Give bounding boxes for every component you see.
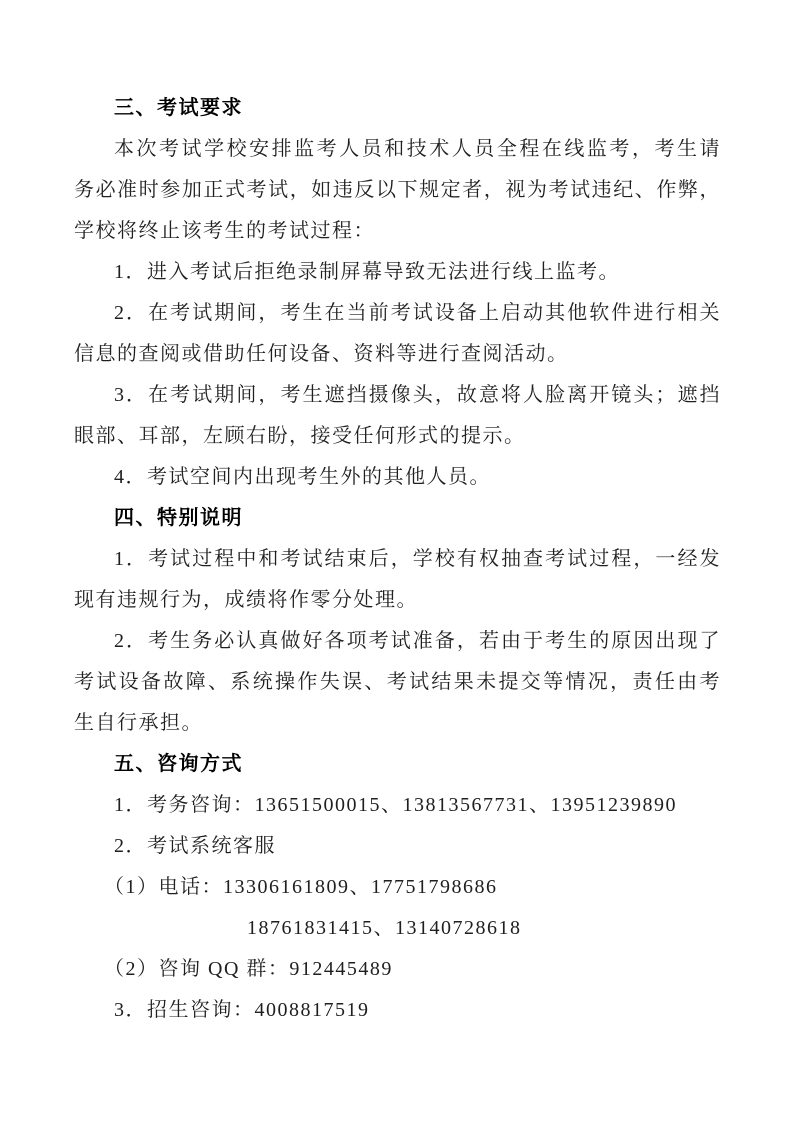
text-line: 1．进入考试后拒绝录制屏幕导致无法进行线上监考。 [114,261,620,283]
text-line: 18761831415、13140728618 [247,917,522,939]
text-line: 1．考试过程中和考试结束后，学校有权抽查考试过程，一经发 [114,548,721,570]
paragraph [74,621,721,744]
section [74,744,721,1031]
text-line: 学校将终止该考生的考试过程： [74,220,375,242]
paragraph [74,129,721,252]
text-line: 本次考试学校安排监考人员和技术人员全程在线监考，考生请 [114,138,721,160]
text-line: 眼部、耳部，左顾右盼，接受任何形式的提示。 [74,425,526,447]
paragraph [74,949,721,990]
paragraph [74,375,721,457]
paragraph [74,785,721,826]
section-heading: 三、考试要求 [114,97,243,119]
paragraph [74,293,721,375]
paragraph [74,826,721,867]
paragraph [74,539,721,621]
text-line: 2．在考试期间，考生在当前考试设备上启动其他软件进行相关 [114,302,721,324]
text-line: 信息的查阅或借助任何设备、资料等进行查阅活动。 [74,343,569,365]
section-heading: 五、咨询方式 [114,753,243,775]
paragraph [74,867,721,949]
paragraph [74,990,721,1031]
text-line: 现有违规行为，成绩将作零分处理。 [74,589,418,611]
paragraph [74,252,721,293]
text-line: 3．在考试期间，考生遮挡摄像头，故意将人脸离开镜头；遮挡 [114,384,721,406]
text-line: 3．招生咨询：4008817519 [114,999,370,1021]
text-line: 2．考试系统客服 [114,835,276,857]
section-heading: 四、特别说明 [114,507,243,529]
text-line: 2．考生务必认真做好各项考试准备，若由于考生的原因出现了 [114,630,721,652]
text-line: 考试设备故障、系统操作失误、考试结果未提交等情况，责任由考 [74,671,721,693]
text-line: （2）咨询 QQ 群：912445489 [104,958,393,980]
section [74,88,721,498]
section [74,498,721,744]
paragraph [74,457,721,498]
text-line: 1．考务咨询：13651500015、13813567731、13951239890 [114,794,677,816]
text-line: 务必准时参加正式考试，如违反以下规定者，视为考试违纪、作弊， [74,179,721,201]
text-line: 生自行承担。 [74,712,203,734]
text-line: 4．考试空间内出现考生外的其他人员。 [114,466,491,488]
text-line: （1）电话：13306161809、17751798686 [104,876,498,898]
